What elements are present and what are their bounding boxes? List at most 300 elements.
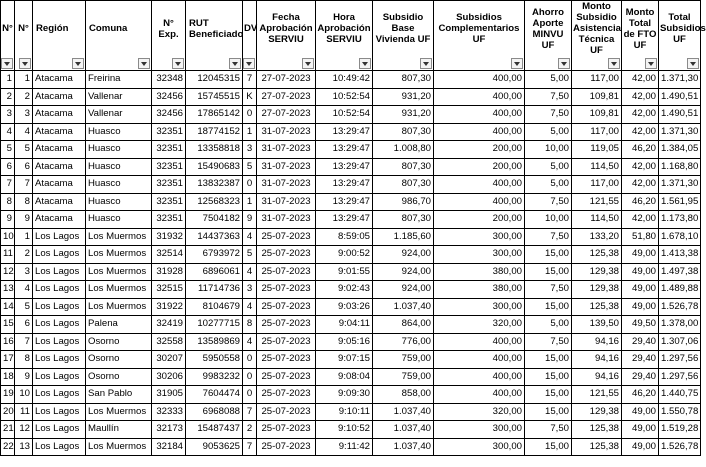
expediente-cell[interactable]: 31932 [152, 228, 186, 246]
expediente-cell[interactable]: 30206 [152, 368, 186, 386]
monto-asist-cell[interactable]: 125,38 [572, 438, 622, 456]
fecha-cell[interactable]: 31-07-2023 [257, 211, 316, 229]
comuna-cell[interactable]: Freirina [86, 71, 152, 89]
subsidios-comp-cell[interactable]: 200,00 [434, 141, 525, 159]
region-cell[interactable]: Atacama [33, 106, 86, 124]
total-cell[interactable]: 1.297,56 [659, 368, 701, 386]
expediente-cell[interactable]: 32184 [152, 438, 186, 456]
total-cell[interactable]: 1.526,78 [659, 298, 701, 316]
fecha-cell[interactable]: 31-07-2023 [257, 158, 316, 176]
rut-cell[interactable]: 6793972 [186, 246, 243, 264]
dv-cell[interactable]: K [243, 88, 257, 106]
monto-fto-cell[interactable]: 42,00 [622, 106, 659, 124]
comuna-cell[interactable]: Osorno [86, 351, 152, 369]
subsidios-comp-cell[interactable]: 380,00 [434, 281, 525, 299]
subsidios-comp-cell[interactable]: 300,00 [434, 438, 525, 456]
hora-cell[interactable]: 9:10:52 [316, 421, 373, 439]
group-number[interactable]: 8 [15, 193, 33, 211]
total-cell[interactable]: 1.371,30 [659, 71, 701, 89]
expediente-cell[interactable]: 32419 [152, 316, 186, 334]
monto-fto-cell[interactable]: 49,00 [622, 298, 659, 316]
monto-asist-cell[interactable]: 125,38 [572, 421, 622, 439]
dv-cell[interactable]: 4 [243, 228, 257, 246]
rut-cell[interactable]: 13832387 [186, 176, 243, 194]
group-number[interactable]: 1 [15, 228, 33, 246]
monto-fto-cell[interactable]: 29,40 [622, 351, 659, 369]
total-cell[interactable]: 1.497,38 [659, 263, 701, 281]
subsidios-comp-cell[interactable]: 380,00 [434, 263, 525, 281]
hora-cell[interactable]: 9:03:26 [316, 298, 373, 316]
ahorro-cell[interactable]: 7,50 [525, 281, 572, 299]
total-cell[interactable]: 1.384,05 [659, 141, 701, 159]
subsidios-comp-cell[interactable]: 320,00 [434, 316, 525, 334]
monto-fto-cell[interactable]: 49,50 [622, 316, 659, 334]
hora-cell[interactable]: 13:29:47 [316, 123, 373, 141]
total-cell[interactable]: 1.371,30 [659, 123, 701, 141]
rut-cell[interactable]: 14437363 [186, 228, 243, 246]
monto-fto-cell[interactable]: 51,80 [622, 228, 659, 246]
expediente-cell[interactable]: 32333 [152, 403, 186, 421]
subsidio-base-cell[interactable]: 1.185,60 [373, 228, 434, 246]
filter-dropdown-icon[interactable] [229, 58, 241, 69]
dv-cell[interactable]: 1 [243, 123, 257, 141]
filter-dropdown-icon[interactable] [558, 58, 570, 69]
row-number[interactable]: 3 [1, 106, 15, 124]
total-cell[interactable]: 1.440,75 [659, 386, 701, 404]
subsidio-base-cell[interactable]: 931,20 [373, 88, 434, 106]
fecha-cell[interactable]: 25-07-2023 [257, 281, 316, 299]
comuna-cell[interactable]: Los Muermos [86, 228, 152, 246]
region-cell[interactable]: Los Lagos [33, 298, 86, 316]
subsidio-base-cell[interactable]: 858,00 [373, 386, 434, 404]
filter-dropdown-icon[interactable] [72, 58, 84, 69]
row-number[interactable]: 22 [1, 438, 15, 456]
subsidios-comp-cell[interactable]: 320,00 [434, 403, 525, 421]
group-number[interactable]: 11 [15, 403, 33, 421]
monto-fto-cell[interactable]: 42,00 [622, 158, 659, 176]
comuna-cell[interactable]: Huasco [86, 123, 152, 141]
ahorro-cell[interactable]: 15,00 [525, 298, 572, 316]
fecha-cell[interactable]: 25-07-2023 [257, 438, 316, 456]
dv-cell[interactable]: 0 [243, 176, 257, 194]
fecha-cell[interactable]: 25-07-2023 [257, 421, 316, 439]
region-cell[interactable]: Los Lagos [33, 386, 86, 404]
rut-cell[interactable]: 10277715 [186, 316, 243, 334]
hora-cell[interactable]: 13:29:47 [316, 176, 373, 194]
subsidio-base-cell[interactable]: 986,70 [373, 193, 434, 211]
monto-asist-cell[interactable]: 117,00 [572, 71, 622, 89]
hora-cell[interactable]: 13:29:47 [316, 211, 373, 229]
expediente-cell[interactable]: 32515 [152, 281, 186, 299]
dv-cell[interactable]: 0 [243, 386, 257, 404]
group-number[interactable]: 13 [15, 438, 33, 456]
hora-cell[interactable]: 10:49:42 [316, 71, 373, 89]
monto-asist-cell[interactable]: 117,00 [572, 123, 622, 141]
monto-asist-cell[interactable]: 109,81 [572, 88, 622, 106]
monto-asist-cell[interactable]: 125,38 [572, 246, 622, 264]
dv-cell[interactable]: 0 [243, 106, 257, 124]
group-number[interactable]: 4 [15, 281, 33, 299]
rut-cell[interactable]: 6968088 [186, 403, 243, 421]
filter-dropdown-icon[interactable] [511, 58, 523, 69]
group-number[interactable]: 6 [15, 316, 33, 334]
hora-cell[interactable]: 9:00:52 [316, 246, 373, 264]
dv-cell[interactable]: 7 [243, 71, 257, 89]
rut-cell[interactable]: 12568323 [186, 193, 243, 211]
comuna-cell[interactable]: San Pablo [86, 386, 152, 404]
row-number[interactable]: 8 [1, 193, 15, 211]
monto-asist-cell[interactable]: 121,55 [572, 386, 622, 404]
rut-cell[interactable]: 15490683 [186, 158, 243, 176]
subsidios-comp-cell[interactable]: 200,00 [434, 158, 525, 176]
ahorro-cell[interactable]: 10,00 [525, 211, 572, 229]
row-number[interactable]: 18 [1, 368, 15, 386]
subsidio-base-cell[interactable]: 807,30 [373, 123, 434, 141]
hora-cell[interactable]: 10:52:54 [316, 106, 373, 124]
ahorro-cell[interactable]: 7,50 [525, 88, 572, 106]
total-cell[interactable]: 1.489,88 [659, 281, 701, 299]
ahorro-cell[interactable]: 7,50 [525, 228, 572, 246]
ahorro-cell[interactable]: 7,50 [525, 421, 572, 439]
fecha-cell[interactable]: 25-07-2023 [257, 246, 316, 264]
subsidio-base-cell[interactable]: 1.037,40 [373, 438, 434, 456]
hora-cell[interactable]: 9:02:43 [316, 281, 373, 299]
rut-cell[interactable]: 13589869 [186, 333, 243, 351]
monto-asist-cell[interactable]: 94,16 [572, 368, 622, 386]
total-cell[interactable]: 1.561,95 [659, 193, 701, 211]
hora-cell[interactable]: 10:52:54 [316, 88, 373, 106]
subsidios-comp-cell[interactable]: 200,00 [434, 211, 525, 229]
group-number[interactable]: 2 [15, 246, 33, 264]
region-cell[interactable]: Los Lagos [33, 333, 86, 351]
monto-fto-cell[interactable]: 29,40 [622, 368, 659, 386]
fecha-cell[interactable]: 25-07-2023 [257, 228, 316, 246]
monto-fto-cell[interactable]: 42,00 [622, 211, 659, 229]
fecha-cell[interactable]: 31-07-2023 [257, 123, 316, 141]
rut-cell[interactable]: 12045315 [186, 71, 243, 89]
filter-dropdown-icon[interactable] [302, 58, 314, 69]
comuna-cell[interactable]: Huasco [86, 176, 152, 194]
expediente-cell[interactable]: 32173 [152, 421, 186, 439]
expediente-cell[interactable]: 31905 [152, 386, 186, 404]
group-number[interactable]: 3 [15, 106, 33, 124]
group-number[interactable]: 5 [15, 298, 33, 316]
total-cell[interactable]: 1.378,00 [659, 316, 701, 334]
region-cell[interactable]: Atacama [33, 193, 86, 211]
rut-cell[interactable]: 18774152 [186, 123, 243, 141]
expediente-cell[interactable]: 32351 [152, 141, 186, 159]
hora-cell[interactable]: 9:11:42 [316, 438, 373, 456]
dv-cell[interactable]: 4 [243, 263, 257, 281]
filter-dropdown-icon[interactable] [172, 58, 184, 69]
total-cell[interactable]: 1.678,10 [659, 228, 701, 246]
comuna-cell[interactable]: Huasco [86, 158, 152, 176]
region-cell[interactable]: Atacama [33, 88, 86, 106]
subsidio-base-cell[interactable]: 807,30 [373, 211, 434, 229]
ahorro-cell[interactable]: 7,50 [525, 193, 572, 211]
monto-fto-cell[interactable]: 46,20 [622, 386, 659, 404]
monto-fto-cell[interactable]: 49,00 [622, 246, 659, 264]
monto-asist-cell[interactable]: 94,16 [572, 351, 622, 369]
dv-cell[interactable]: 9 [243, 211, 257, 229]
subsidio-base-cell[interactable]: 807,30 [373, 158, 434, 176]
filter-dropdown-icon[interactable] [138, 58, 150, 69]
ahorro-cell[interactable]: 7,50 [525, 106, 572, 124]
expediente-cell[interactable]: 32351 [152, 211, 186, 229]
group-number[interactable]: 12 [15, 421, 33, 439]
total-cell[interactable]: 1.413,38 [659, 246, 701, 264]
subsidio-base-cell[interactable]: 864,00 [373, 316, 434, 334]
row-number[interactable]: 4 [1, 123, 15, 141]
monto-asist-cell[interactable]: 133,20 [572, 228, 622, 246]
total-cell[interactable]: 1.371,30 [659, 176, 701, 194]
total-cell[interactable]: 1.519,28 [659, 421, 701, 439]
comuna-cell[interactable]: Los Muermos [86, 281, 152, 299]
subsidio-base-cell[interactable]: 924,00 [373, 263, 434, 281]
rut-cell[interactable]: 8104679 [186, 298, 243, 316]
filter-dropdown-icon[interactable] [359, 58, 371, 69]
dv-cell[interactable]: 4 [243, 298, 257, 316]
filter-dropdown-icon[interactable] [645, 58, 657, 69]
expediente-cell[interactable]: 32351 [152, 193, 186, 211]
ahorro-cell[interactable]: 15,00 [525, 246, 572, 264]
monto-asist-cell[interactable]: 125,38 [572, 298, 622, 316]
ahorro-cell[interactable]: 5,00 [525, 316, 572, 334]
monto-fto-cell[interactable]: 42,00 [622, 71, 659, 89]
dv-cell[interactable]: 3 [243, 281, 257, 299]
group-number[interactable]: 9 [15, 368, 33, 386]
subsidio-base-cell[interactable]: 931,20 [373, 106, 434, 124]
subsidios-comp-cell[interactable]: 300,00 [434, 228, 525, 246]
subsidios-comp-cell[interactable]: 400,00 [434, 193, 525, 211]
fecha-cell[interactable]: 25-07-2023 [257, 263, 316, 281]
comuna-cell[interactable]: Palena [86, 316, 152, 334]
region-cell[interactable]: Atacama [33, 123, 86, 141]
expediente-cell[interactable]: 31922 [152, 298, 186, 316]
monto-fto-cell[interactable]: 46,20 [622, 193, 659, 211]
filter-dropdown-icon[interactable] [1, 58, 13, 69]
subsidio-base-cell[interactable]: 924,00 [373, 246, 434, 264]
ahorro-cell[interactable]: 5,00 [525, 123, 572, 141]
monto-fto-cell[interactable]: 49,00 [622, 263, 659, 281]
hora-cell[interactable]: 9:09:30 [316, 386, 373, 404]
expediente-cell[interactable]: 32351 [152, 123, 186, 141]
dv-cell[interactable]: 0 [243, 368, 257, 386]
region-cell[interactable]: Los Lagos [33, 368, 86, 386]
comuna-cell[interactable]: Los Muermos [86, 246, 152, 264]
subsidios-comp-cell[interactable]: 400,00 [434, 176, 525, 194]
ahorro-cell[interactable]: 15,00 [525, 351, 572, 369]
region-cell[interactable]: Los Lagos [33, 421, 86, 439]
subsidio-base-cell[interactable]: 759,00 [373, 351, 434, 369]
hora-cell[interactable]: 9:10:11 [316, 403, 373, 421]
dv-cell[interactable]: 1 [243, 193, 257, 211]
subsidios-comp-cell[interactable]: 400,00 [434, 88, 525, 106]
expediente-cell[interactable]: 32456 [152, 106, 186, 124]
region-cell[interactable]: Atacama [33, 71, 86, 89]
comuna-cell[interactable]: Vallenar [86, 88, 152, 106]
hora-cell[interactable]: 13:29:47 [316, 141, 373, 159]
expediente-cell[interactable]: 32351 [152, 158, 186, 176]
group-number[interactable]: 2 [15, 88, 33, 106]
fecha-cell[interactable]: 25-07-2023 [257, 368, 316, 386]
ahorro-cell[interactable]: 5,00 [525, 71, 572, 89]
rut-cell[interactable]: 15745515 [186, 88, 243, 106]
expediente-cell[interactable]: 32558 [152, 333, 186, 351]
group-number[interactable]: 8 [15, 351, 33, 369]
ahorro-cell[interactable]: 5,00 [525, 176, 572, 194]
fecha-cell[interactable]: 31-07-2023 [257, 141, 316, 159]
subsidio-base-cell[interactable]: 1.037,40 [373, 298, 434, 316]
rut-cell[interactable]: 7604474 [186, 386, 243, 404]
subsidios-comp-cell[interactable]: 300,00 [434, 246, 525, 264]
expediente-cell[interactable]: 32514 [152, 246, 186, 264]
region-cell[interactable]: Los Lagos [33, 403, 86, 421]
dv-cell[interactable]: 4 [243, 333, 257, 351]
region-cell[interactable]: Los Lagos [33, 351, 86, 369]
row-number[interactable]: 19 [1, 386, 15, 404]
row-number[interactable]: 6 [1, 158, 15, 176]
fecha-cell[interactable]: 31-07-2023 [257, 176, 316, 194]
row-number[interactable]: 7 [1, 176, 15, 194]
fecha-cell[interactable]: 31-07-2023 [257, 193, 316, 211]
group-number[interactable]: 5 [15, 141, 33, 159]
monto-asist-cell[interactable]: 94,16 [572, 333, 622, 351]
region-cell[interactable]: Los Lagos [33, 228, 86, 246]
subsidios-comp-cell[interactable]: 400,00 [434, 333, 525, 351]
row-number[interactable]: 9 [1, 211, 15, 229]
monto-fto-cell[interactable]: 46,20 [622, 141, 659, 159]
monto-asist-cell[interactable]: 121,55 [572, 193, 622, 211]
ahorro-cell[interactable]: 5,00 [525, 158, 572, 176]
monto-fto-cell[interactable]: 49,00 [622, 421, 659, 439]
total-cell[interactable]: 1.490,51 [659, 88, 701, 106]
comuna-cell[interactable]: Maullín [86, 421, 152, 439]
comuna-cell[interactable]: Vallenar [86, 106, 152, 124]
rut-cell[interactable]: 6896061 [186, 263, 243, 281]
row-number[interactable]: 2 [1, 88, 15, 106]
rut-cell[interactable]: 7504182 [186, 211, 243, 229]
row-number[interactable]: 10 [1, 228, 15, 246]
total-cell[interactable]: 1.307,06 [659, 333, 701, 351]
ahorro-cell[interactable]: 15,00 [525, 438, 572, 456]
filter-dropdown-icon[interactable] [19, 58, 31, 69]
rut-cell[interactable]: 5950558 [186, 351, 243, 369]
filter-dropdown-icon[interactable] [687, 58, 699, 69]
total-cell[interactable]: 1.490,51 [659, 106, 701, 124]
row-number[interactable]: 20 [1, 403, 15, 421]
dv-cell[interactable]: 0 [243, 351, 257, 369]
group-number[interactable]: 7 [15, 176, 33, 194]
row-number[interactable]: 17 [1, 351, 15, 369]
row-number[interactable]: 15 [1, 316, 15, 334]
fecha-cell[interactable]: 25-07-2023 [257, 298, 316, 316]
row-number[interactable]: 21 [1, 421, 15, 439]
fecha-cell[interactable]: 25-07-2023 [257, 403, 316, 421]
subsidios-comp-cell[interactable]: 400,00 [434, 351, 525, 369]
row-number[interactable]: 11 [1, 246, 15, 264]
rut-cell[interactable]: 15487437 [186, 421, 243, 439]
subsidio-base-cell[interactable]: 807,30 [373, 176, 434, 194]
monto-asist-cell[interactable]: 109,81 [572, 106, 622, 124]
dv-cell[interactable]: 3 [243, 141, 257, 159]
total-cell[interactable]: 1.526,78 [659, 438, 701, 456]
monto-fto-cell[interactable]: 49,00 [622, 403, 659, 421]
hora-cell[interactable]: 9:04:11 [316, 316, 373, 334]
ahorro-cell[interactable]: 15,00 [525, 386, 572, 404]
comuna-cell[interactable]: Huasco [86, 211, 152, 229]
subsidio-base-cell[interactable]: 1.037,40 [373, 421, 434, 439]
fecha-cell[interactable]: 27-07-2023 [257, 88, 316, 106]
expediente-cell[interactable]: 32348 [152, 71, 186, 89]
group-number[interactable]: 9 [15, 211, 33, 229]
subsidios-comp-cell[interactable]: 400,00 [434, 386, 525, 404]
subsidios-comp-cell[interactable]: 300,00 [434, 421, 525, 439]
monto-asist-cell[interactable]: 129,38 [572, 403, 622, 421]
row-number[interactable]: 5 [1, 141, 15, 159]
monto-asist-cell[interactable]: 139,50 [572, 316, 622, 334]
group-number[interactable]: 10 [15, 386, 33, 404]
total-cell[interactable]: 1.168,80 [659, 158, 701, 176]
group-number[interactable]: 1 [15, 71, 33, 89]
monto-asist-cell[interactable]: 114,50 [572, 211, 622, 229]
comuna-cell[interactable]: Los Muermos [86, 263, 152, 281]
rut-cell[interactable]: 9053625 [186, 438, 243, 456]
monto-fto-cell[interactable]: 29,40 [622, 333, 659, 351]
hora-cell[interactable]: 13:29:47 [316, 158, 373, 176]
group-number[interactable]: 3 [15, 263, 33, 281]
fecha-cell[interactable]: 27-07-2023 [257, 106, 316, 124]
ahorro-cell[interactable]: 7,50 [525, 333, 572, 351]
monto-fto-cell[interactable]: 42,00 [622, 123, 659, 141]
subsidios-comp-cell[interactable]: 400,00 [434, 106, 525, 124]
subsidio-base-cell[interactable]: 924,00 [373, 281, 434, 299]
monto-asist-cell[interactable]: 129,38 [572, 263, 622, 281]
expediente-cell[interactable]: 32351 [152, 176, 186, 194]
fecha-cell[interactable]: 25-07-2023 [257, 316, 316, 334]
comuna-cell[interactable]: Los Muermos [86, 298, 152, 316]
region-cell[interactable]: Atacama [33, 211, 86, 229]
hora-cell[interactable]: 9:07:15 [316, 351, 373, 369]
fecha-cell[interactable]: 25-07-2023 [257, 351, 316, 369]
group-number[interactable]: 6 [15, 158, 33, 176]
ahorro-cell[interactable]: 15,00 [525, 263, 572, 281]
expediente-cell[interactable]: 32456 [152, 88, 186, 106]
ahorro-cell[interactable]: 10,00 [525, 141, 572, 159]
subsidio-base-cell[interactable]: 1.037,40 [373, 403, 434, 421]
rut-cell[interactable]: 17865142 [186, 106, 243, 124]
comuna-cell[interactable]: Osorno [86, 368, 152, 386]
total-cell[interactable]: 1.550,78 [659, 403, 701, 421]
group-number[interactable]: 4 [15, 123, 33, 141]
ahorro-cell[interactable]: 15,00 [525, 368, 572, 386]
hora-cell[interactable]: 8:59:05 [316, 228, 373, 246]
row-number[interactable]: 12 [1, 263, 15, 281]
comuna-cell[interactable]: Osorno [86, 333, 152, 351]
comuna-cell[interactable]: Los Muermos [86, 403, 152, 421]
region-cell[interactable]: Los Lagos [33, 263, 86, 281]
monto-fto-cell[interactable]: 49,00 [622, 438, 659, 456]
monto-fto-cell[interactable]: 42,00 [622, 88, 659, 106]
filter-dropdown-icon[interactable] [608, 58, 620, 69]
region-cell[interactable]: Los Lagos [33, 438, 86, 456]
comuna-cell[interactable]: Huasco [86, 141, 152, 159]
filter-dropdown-icon[interactable] [420, 58, 432, 69]
hora-cell[interactable]: 9:01:55 [316, 263, 373, 281]
expediente-cell[interactable]: 31928 [152, 263, 186, 281]
dv-cell[interactable]: 5 [243, 158, 257, 176]
comuna-cell[interactable]: Huasco [86, 193, 152, 211]
